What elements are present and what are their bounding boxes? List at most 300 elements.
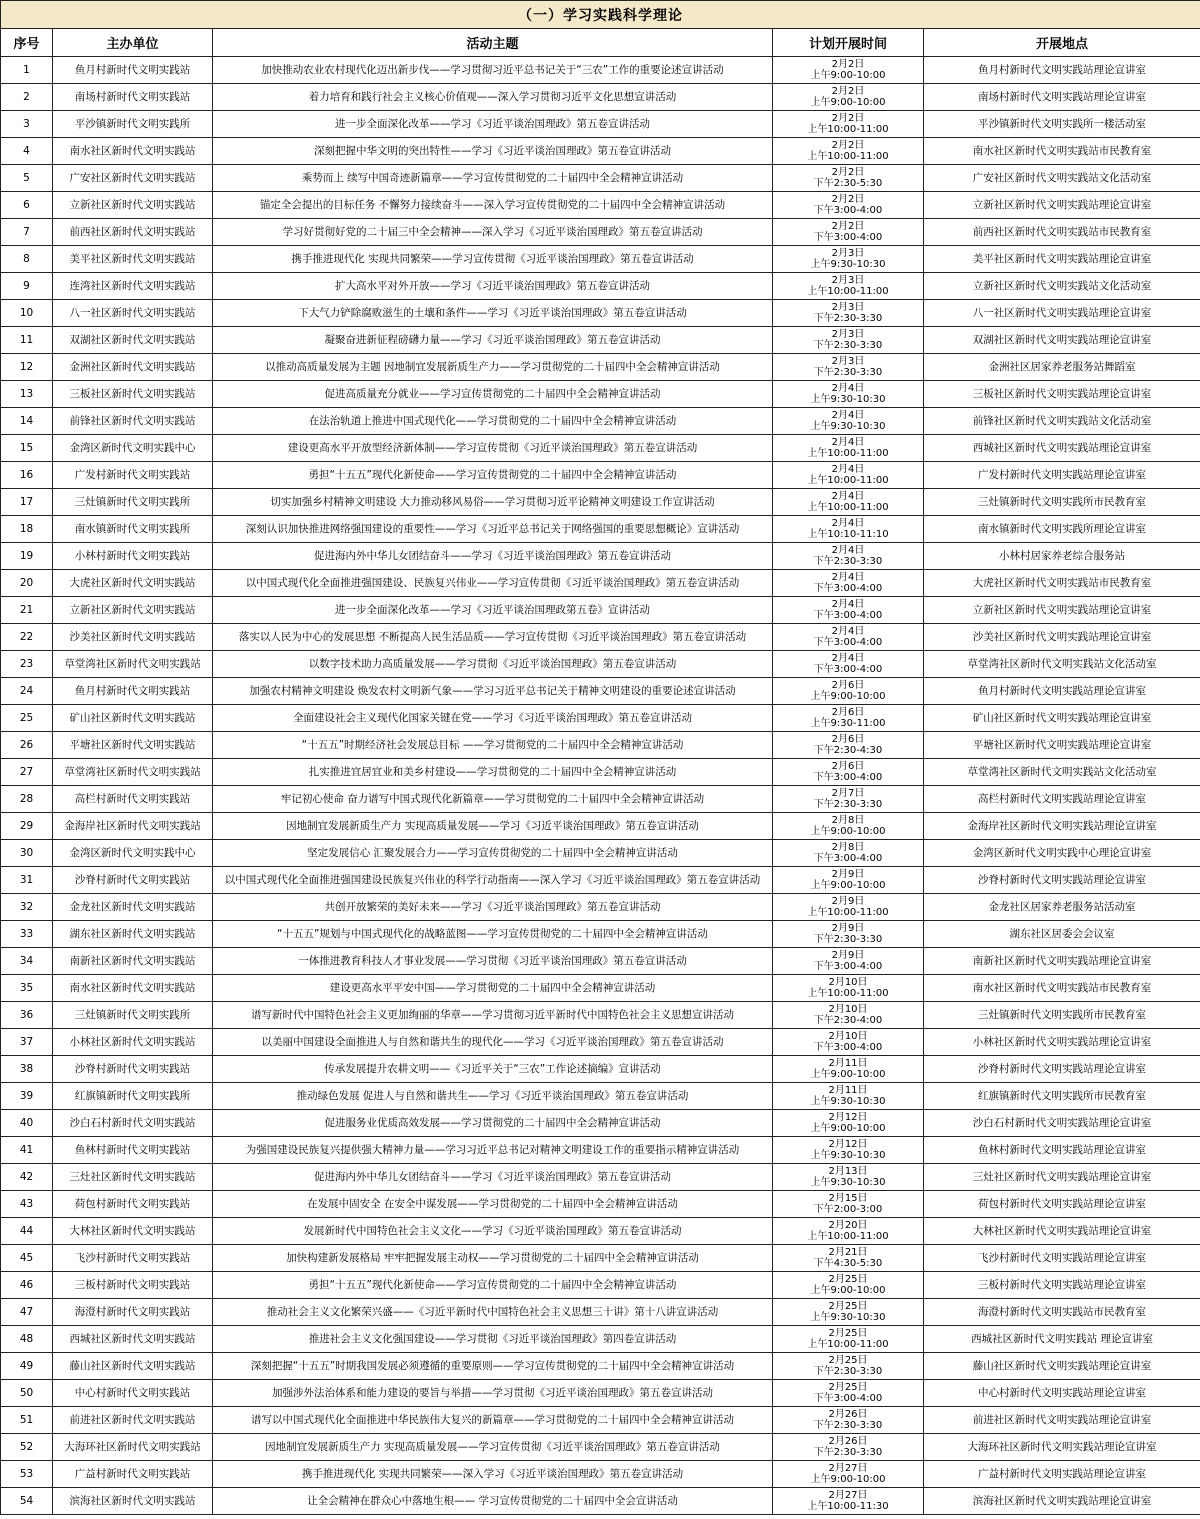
row-location: 滨海社区新时代文明实践站理论宣讲室 [924, 1488, 1200, 1515]
row-location: 金湾区新时代文明实践中心理论宣讲室 [924, 840, 1200, 867]
table-row [1, 1461, 1200, 1488]
row-organizer: 平沙镇新时代文明实践所 [53, 111, 213, 138]
row-organizer: 大林社区新时代文明实践站 [53, 1218, 213, 1245]
row-location: 矿山社区新时代文明实践站理论宣讲室 [924, 705, 1200, 732]
row-topic: 深刻认识加快推进网络强国建设的重要性——学习《习近平总书记关于网络强国的重要思想概论》宣讲活动 [213, 516, 773, 543]
row-organizer: 沙白石村新时代文明实践站 [53, 1110, 213, 1137]
row-date: 2月2日 [831, 194, 865, 205]
row-topic: 勇担“十五五”现代化新使命——学习宣传贯彻党的二十届四中全会精神宣讲活动 [213, 462, 773, 489]
row-location: 三灶社区新时代文明实践站理论宣讲室 [924, 1164, 1200, 1191]
row-topic: 加快推动农业农村现代化迈出新步伐——学习贯彻习近平总书记关于“三农”工作的重要论述宣讲活动 [213, 57, 773, 84]
row-location: 南场村新时代文明实践站理论宣讲室 [924, 84, 1200, 111]
row-organizer: 三板社区新时代文明实践站 [53, 381, 213, 408]
row-timeslot: 上午10:00-11:30 [807, 1501, 889, 1512]
row-date: 2月25日 [828, 1382, 868, 1393]
row-location: 三板村新时代文明实践站理论宣讲室 [924, 1272, 1200, 1299]
row-timeslot: 下午2:30-3:30 [813, 1420, 883, 1431]
row-time [773, 1434, 924, 1461]
header-row [1, 29, 1200, 57]
row-time [773, 813, 924, 840]
row-date: 2月2日 [831, 59, 865, 70]
table-row [1, 1299, 1200, 1326]
row-time [773, 651, 924, 678]
header-time: 计划开展时间 [773, 29, 924, 57]
row-date: 2月4日 [831, 653, 865, 664]
row-timeslot: 下午3:00-4:00 [813, 583, 883, 594]
row-index: 23 [1, 651, 53, 678]
row-timeslot: 上午9:30-10:30 [810, 1096, 886, 1107]
row-location: 高栏村新时代文明实践站理论宣讲室 [924, 786, 1200, 813]
row-date: 2月25日 [828, 1328, 868, 1339]
table-row [1, 246, 1200, 273]
row-timeslot: 上午10:00-11:00 [807, 1339, 889, 1350]
table-row [1, 759, 1200, 786]
row-index: 40 [1, 1110, 53, 1137]
row-topic: 推动社会主义文化繁荣兴盛——《习近平新时代中国特色社会主义思想三十讲》第十八讲宣讲活动 [213, 1299, 773, 1326]
row-time [773, 84, 924, 111]
row-organizer: 立新社区新时代文明实践站 [53, 192, 213, 219]
row-location: 平沙镇新时代文明实践所一楼活动室 [924, 111, 1200, 138]
row-location: 三板社区新时代文明实践站理论宣讲室 [924, 381, 1200, 408]
row-date: 2月7日 [831, 788, 865, 799]
row-time [773, 759, 924, 786]
table-row [1, 327, 1200, 354]
row-time [773, 1191, 924, 1218]
row-location: 鱼林村新时代文明实践站理论宣讲室 [924, 1137, 1200, 1164]
row-topic: 建设更高水平开放型经济新体制——学习宣传贯彻《习近平谈治国理政》第五卷宣讲活动 [213, 435, 773, 462]
row-index: 36 [1, 1002, 53, 1029]
row-timeslot: 上午9:00-10:00 [810, 691, 886, 702]
row-location: 南水社区新时代文明实践站市民教育室 [924, 975, 1200, 1002]
table-row [1, 705, 1200, 732]
row-index: 15 [1, 435, 53, 462]
row-timeslot: 上午10:00-11:00 [807, 286, 889, 297]
table-row [1, 867, 1200, 894]
row-organizer: 连湾社区新时代文明实践站 [53, 273, 213, 300]
row-date: 2月4日 [831, 545, 865, 556]
table-row [1, 1029, 1200, 1056]
row-organizer: 沙脊村新时代文明实践站 [53, 867, 213, 894]
row-index: 48 [1, 1326, 53, 1353]
row-organizer: 金洲社区新时代文明实践站 [53, 354, 213, 381]
table-row [1, 489, 1200, 516]
table-row [1, 165, 1200, 192]
row-organizer: 南新社区新时代文明实践站 [53, 948, 213, 975]
row-date: 2月6日 [831, 761, 865, 772]
table-row [1, 57, 1200, 84]
row-index: 7 [1, 219, 53, 246]
row-organizer: 南水社区新时代文明实践站 [53, 975, 213, 1002]
row-timeslot: 下午2:30-3:30 [813, 799, 883, 810]
row-topic: 推动绿色发展 促进人与自然和谐共生——学习《习近平谈治国理政》第五卷宣讲活动 [213, 1083, 773, 1110]
row-topic: 加快构建新发展格局 牢牢把握发展主动权——学习贯彻党的二十届四中全会精神宣讲活动 [213, 1245, 773, 1272]
row-time [773, 165, 924, 192]
row-date: 2月4日 [831, 491, 865, 502]
row-location: 海澄村新时代文明实践站市民教育室 [924, 1299, 1200, 1326]
row-date: 2月3日 [831, 275, 865, 286]
row-time [773, 435, 924, 462]
row-timeslot: 上午9:30-10:30 [810, 421, 886, 432]
row-organizer: 广发村新时代文明实践站 [53, 462, 213, 489]
row-location: 大海环社区新时代文明实践站理论宣讲室 [924, 1434, 1200, 1461]
row-index: 22 [1, 624, 53, 651]
table-row [1, 1110, 1200, 1137]
row-index: 18 [1, 516, 53, 543]
row-timeslot: 下午3:00-4:00 [813, 664, 883, 675]
row-location: 广发村新时代文明实践站理论宣讲室 [924, 462, 1200, 489]
row-timeslot: 上午10:00-11:00 [807, 502, 889, 513]
row-index: 24 [1, 678, 53, 705]
row-timeslot: 上午9:30-10:30 [810, 259, 886, 270]
row-location: 鱼月村新时代文明实践站理论宣讲室 [924, 678, 1200, 705]
row-time [773, 786, 924, 813]
row-location: 中心村新时代文明实践站理论宣讲室 [924, 1380, 1200, 1407]
row-index: 16 [1, 462, 53, 489]
row-location: 红旗镇新时代文明实践所市民教育室 [924, 1083, 1200, 1110]
row-index: 39 [1, 1083, 53, 1110]
header-index: 序号 [1, 29, 53, 57]
row-timeslot: 下午3:00-4:00 [813, 961, 883, 972]
row-topic: 以美丽中国建设全面推进人与自然和谐共生的现代化——学习《习近平谈治国理政》第五卷宣讲活动 [213, 1029, 773, 1056]
row-organizer: 高栏村新时代文明实践站 [53, 786, 213, 813]
row-date: 2月10日 [828, 1031, 868, 1042]
row-organizer: 南水镇新时代文明实践所 [53, 516, 213, 543]
row-location: 沙美社区新时代文明实践站理论宣讲室 [924, 624, 1200, 651]
row-topic: 促进高质量充分就业——学习宣传贯彻党的二十届四中全会精神宣讲活动 [213, 381, 773, 408]
table-row [1, 1164, 1200, 1191]
row-topic: 乘势而上 续写中国奇迹新篇章——学习宣传贯彻党的二十届四中全会精神宣讲活动 [213, 165, 773, 192]
row-index: 51 [1, 1407, 53, 1434]
row-index: 37 [1, 1029, 53, 1056]
row-location: 金海岸社区新时代文明实践站理论宣讲室 [924, 813, 1200, 840]
row-organizer: 南水社区新时代文明实践站 [53, 138, 213, 165]
row-time [773, 1272, 924, 1299]
row-topic: “十五五”规划与中国式现代化的战略蓝图——学习宣传贯彻党的二十届四中全会精神宣讲活动 [213, 921, 773, 948]
table-row [1, 300, 1200, 327]
table-row [1, 435, 1200, 462]
row-organizer: 藤山社区新时代文明实践站 [53, 1353, 213, 1380]
table-row [1, 597, 1200, 624]
row-timeslot: 上午9:00-10:00 [810, 880, 886, 891]
row-topic: 扩大高水平对外开放——学习《习近平谈治国理政》第五卷宣讲活动 [213, 273, 773, 300]
row-timeslot: 下午2:30-3:30 [813, 556, 883, 567]
row-topic: 扎实推进宜居宜业和美乡村建设——学习贯彻党的二十届四中全会精神宣讲活动 [213, 759, 773, 786]
row-organizer: 中心村新时代文明实践站 [53, 1380, 213, 1407]
row-timeslot: 下午2:30-3:30 [813, 934, 883, 945]
row-time [773, 597, 924, 624]
row-topic: 因地制宜发展新质生产力 实现高质量发展——学习《习近平谈治国理政》第五卷宣讲活动 [213, 813, 773, 840]
row-date: 2月12日 [828, 1112, 868, 1123]
row-time [773, 246, 924, 273]
row-location: 立新社区新时代文明实践站理论宣讲室 [924, 597, 1200, 624]
row-timeslot: 上午10:00-11:00 [807, 475, 889, 486]
row-location: 金洲社区居家养老服务站舞蹈室 [924, 354, 1200, 381]
row-date: 2月9日 [831, 896, 865, 907]
row-date: 2月2日 [831, 113, 865, 124]
row-topic: 进一步全面深化改革——学习《习近平谈治国理政》第五卷宣讲活动 [213, 111, 773, 138]
row-date: 2月9日 [831, 869, 865, 880]
row-time [773, 138, 924, 165]
row-time [773, 867, 924, 894]
table-row [1, 813, 1200, 840]
row-time [773, 678, 924, 705]
row-location: 广安社区新时代文明实践站文化活动室 [924, 165, 1200, 192]
row-organizer: 荷包村新时代文明实践站 [53, 1191, 213, 1218]
row-organizer: 八一社区新时代文明实践站 [53, 300, 213, 327]
row-index: 25 [1, 705, 53, 732]
row-timeslot: 下午2:30-5:30 [813, 178, 883, 189]
row-topic: 携手推进现代化 实现共同繁荣——学习宣传贯彻《习近平谈治国理政》第五卷宣讲活动 [213, 246, 773, 273]
row-time [773, 570, 924, 597]
row-timeslot: 下午3:00-4:00 [813, 637, 883, 648]
row-timeslot: 上午10:00-11:00 [807, 124, 889, 135]
row-topic: 携手推进现代化 实现共同繁荣——深入学习《习近平谈治国理政》第五卷宣讲活动 [213, 1461, 773, 1488]
row-index: 4 [1, 138, 53, 165]
row-date: 2月15日 [828, 1193, 868, 1204]
row-location: 西城社区新时代文明实践站理论宣讲室 [924, 435, 1200, 462]
row-timeslot: 下午4:30-5:30 [813, 1258, 883, 1269]
row-location: 西城社区新时代文明实践站 理论宣讲室 [924, 1326, 1200, 1353]
row-location: 沙脊村新时代文明实践站理论宣讲室 [924, 1056, 1200, 1083]
row-date: 2月27日 [828, 1490, 868, 1501]
row-topic: 促进海内外中华儿女团结奋斗——学习《习近平谈治国理政》第五卷宣讲活动 [213, 1164, 773, 1191]
row-timeslot: 下午2:00-3:00 [813, 1204, 883, 1215]
row-organizer: 小林村新时代文明实践站 [53, 543, 213, 570]
row-index: 46 [1, 1272, 53, 1299]
row-index: 21 [1, 597, 53, 624]
row-time [773, 462, 924, 489]
row-timeslot: 上午9:00-10:00 [810, 1069, 886, 1080]
row-location: 大虎社区新时代文明实践站市民教育室 [924, 570, 1200, 597]
row-topic: 全面建设社会主义现代化国家关键在党——学习《习近平谈治国理政》第五卷宣讲活动 [213, 705, 773, 732]
table-row [1, 1191, 1200, 1218]
row-timeslot: 下午3:00-4:00 [813, 205, 883, 216]
row-location: 南新社区新时代文明实践站理论宣讲室 [924, 948, 1200, 975]
row-timeslot: 上午10:00-11:00 [807, 151, 889, 162]
table-row [1, 786, 1200, 813]
row-topic: 传承发展提升农耕文明——《习近平关于“三农”工作论述摘编》宣讲活动 [213, 1056, 773, 1083]
row-topic: 下大气力铲除腐败滋生的土壤和条件——学习《习近平谈治国理政》第五卷宣讲活动 [213, 300, 773, 327]
row-index: 33 [1, 921, 53, 948]
row-index: 6 [1, 192, 53, 219]
row-time [773, 1326, 924, 1353]
row-date: 2月3日 [831, 248, 865, 259]
row-index: 29 [1, 813, 53, 840]
row-timeslot: 上午10:00-11:00 [807, 1231, 889, 1242]
table-row [1, 138, 1200, 165]
row-time [773, 516, 924, 543]
row-location: 南水社区新时代文明实践站市民教育室 [924, 138, 1200, 165]
row-timeslot: 上午9:30-11:00 [810, 718, 886, 729]
row-location: 广益村新时代文明实践站理论宣讲室 [924, 1461, 1200, 1488]
row-index: 12 [1, 354, 53, 381]
row-topic: 深刻把握中华文明的突出特性——学习《习近平谈治国理政》第五卷宣讲活动 [213, 138, 773, 165]
row-topic: 落实以人民为中心的发展思想 不断提高人民生活品质——学习宣传贯彻《习近平谈治国理政》第五卷宣讲活动 [213, 624, 773, 651]
row-time [773, 732, 924, 759]
row-index: 26 [1, 732, 53, 759]
table-row [1, 948, 1200, 975]
row-time [773, 948, 924, 975]
table-row [1, 543, 1200, 570]
row-topic: “十五五”时期经济社会发展总目标 ——学习贯彻党的二十届四中全会精神宣讲活动 [213, 732, 773, 759]
row-timeslot: 下午2:30-3:30 [813, 367, 883, 378]
row-time [773, 408, 924, 435]
row-date: 2月6日 [831, 707, 865, 718]
row-location: 金龙社区居家养老服务站活动室 [924, 894, 1200, 921]
row-date: 2月11日 [828, 1058, 868, 1069]
row-time [773, 1380, 924, 1407]
row-timeslot: 上午9:00-10:00 [810, 1285, 886, 1296]
row-topic: 以中国式现代化全面推进强国建设民族复兴伟业的科学行动指南——深入学习《习近平谈治国理政》第五卷宣讲活动 [213, 867, 773, 894]
row-index: 13 [1, 381, 53, 408]
row-date: 2月9日 [831, 950, 865, 961]
row-date: 2月8日 [831, 842, 865, 853]
row-date: 2月21日 [828, 1247, 868, 1258]
row-index: 10 [1, 300, 53, 327]
row-location: 鱼月村新时代文明实践站理论宣讲室 [924, 57, 1200, 84]
row-index: 11 [1, 327, 53, 354]
row-date: 2月4日 [831, 383, 865, 394]
row-timeslot: 上午9:00-10:00 [810, 1123, 886, 1134]
row-location: 立新社区新时代文明实践站理论宣讲室 [924, 192, 1200, 219]
row-location: 三灶镇新时代文明实践所市民教育室 [924, 489, 1200, 516]
row-location: 立新社区新时代文明实践站文化活动室 [924, 273, 1200, 300]
row-date: 2月4日 [831, 599, 865, 610]
row-timeslot: 下午2:30-4:00 [813, 1015, 883, 1026]
row-timeslot: 下午3:00-4:00 [813, 610, 883, 621]
row-organizer: 沙美社区新时代文明实践站 [53, 624, 213, 651]
row-topic: 推进社会主义文化强国建设——学习贯彻《习近平谈治国理政》第四卷宣讲活动 [213, 1326, 773, 1353]
row-time [773, 705, 924, 732]
row-location: 前锋社区新时代文明实践站文化活动室 [924, 408, 1200, 435]
row-organizer: 前西社区新时代文明实践站 [53, 219, 213, 246]
row-date: 2月3日 [831, 356, 865, 367]
row-topic: 建设更高水平平安中国——学习贯彻党的二十届四中全会精神宣讲活动 [213, 975, 773, 1002]
row-organizer: 广益村新时代文明实践站 [53, 1461, 213, 1488]
row-time [773, 1353, 924, 1380]
row-topic: 为强国建设民族复兴提供强大精神力量——学习习近平总书记对精神文明建设工作的重要指示精神宣讲活动 [213, 1137, 773, 1164]
row-topic: 进一步全面深化改革——学习《习近平谈治国理政第五卷》宣讲活动 [213, 597, 773, 624]
row-organizer: 大虎社区新时代文明实践站 [53, 570, 213, 597]
row-index: 38 [1, 1056, 53, 1083]
row-topic: 深刻把握“十五五”时期我国发展必须遵循的重要原则——学习宣传贯彻党的二十届四中全会精神宣讲活动 [213, 1353, 773, 1380]
row-topic: 着力培育和践行社会主义核心价值观——深入学习贯彻习近平文化思想宣讲活动 [213, 84, 773, 111]
row-date: 2月2日 [831, 86, 865, 97]
row-date: 2月4日 [831, 518, 865, 529]
row-location: 八一社区新时代文明实践站理论宣讲室 [924, 300, 1200, 327]
row-time [773, 489, 924, 516]
row-index: 47 [1, 1299, 53, 1326]
row-topic: 学习好贯彻好党的二十届三中全会精神——深入学习《习近平谈治国理政》第五卷宣讲活动 [213, 219, 773, 246]
row-organizer: 沙脊村新时代文明实践站 [53, 1056, 213, 1083]
row-organizer: 飞沙村新时代文明实践站 [53, 1245, 213, 1272]
row-timeslot: 上午9:30-10:30 [810, 394, 886, 405]
row-location: 前西社区新时代文明实践站市民教育室 [924, 219, 1200, 246]
row-topic: 共创开放繁荣的美好未来——学习《习近平谈治国理政》第五卷宣讲活动 [213, 894, 773, 921]
row-location: 平塘社区新时代文明实践站理论宣讲室 [924, 732, 1200, 759]
row-time [773, 327, 924, 354]
table-row [1, 1245, 1200, 1272]
row-topic: 牢记初心使命 奋力谱写中国式现代化新篇章——学习贯彻党的二十届四中全会精神宣讲活动 [213, 786, 773, 813]
header-location: 开展地点 [924, 29, 1200, 57]
row-date: 2月11日 [828, 1085, 868, 1096]
row-topic: 以推动高质量发展为主题 因地制宜发展新质生产力——学习贯彻党的二十届四中全会精神宣讲活动 [213, 354, 773, 381]
row-organizer: 双湖社区新时代文明实践站 [53, 327, 213, 354]
row-topic: 以中国式现代化全面推进强国建设、民族复兴伟业——学习宣传贯彻《习近平谈治国理政》第五卷宣讲活动 [213, 570, 773, 597]
table-row [1, 1056, 1200, 1083]
table-row [1, 381, 1200, 408]
row-time [773, 354, 924, 381]
row-index: 31 [1, 867, 53, 894]
row-time [773, 57, 924, 84]
table-row [1, 651, 1200, 678]
table-row [1, 192, 1200, 219]
table-row [1, 1083, 1200, 1110]
row-date: 2月12日 [828, 1139, 868, 1150]
row-organizer: 广安社区新时代文明实践站 [53, 165, 213, 192]
row-time [773, 300, 924, 327]
row-time [773, 1029, 924, 1056]
table-body [1, 57, 1200, 1515]
row-time [773, 1461, 924, 1488]
row-organizer: 三灶社区新时代文明实践站 [53, 1164, 213, 1191]
row-date: 2月26日 [828, 1436, 868, 1447]
row-time [773, 1110, 924, 1137]
row-location: 小林社区新时代文明实践站理论宣讲室 [924, 1029, 1200, 1056]
row-time [773, 1299, 924, 1326]
row-organizer: 平塘社区新时代文明实践站 [53, 732, 213, 759]
row-date: 2月2日 [831, 221, 865, 232]
row-timeslot: 下午2:30-3:30 [813, 1447, 883, 1458]
row-topic: 促进服务业优质高效发展——学习贯彻党的二十届四中全会精神宣讲活动 [213, 1110, 773, 1137]
row-index: 9 [1, 273, 53, 300]
row-topic: 在法治轨道上推进中国式现代化——学习贯彻党的二十届四中全会精神宣讲活动 [213, 408, 773, 435]
table-row [1, 1407, 1200, 1434]
row-organizer: 湖东社区新时代文明实践站 [53, 921, 213, 948]
row-organizer: 前锋社区新时代文明实践站 [53, 408, 213, 435]
table-row [1, 732, 1200, 759]
table-title: （一）学习实践科学理论 [1, 1, 1200, 29]
table-row [1, 624, 1200, 651]
row-topic: 以数字技术助力高质量发展——学习贯彻《习近平谈治国理政》第五卷宣讲活动 [213, 651, 773, 678]
table-row [1, 570, 1200, 597]
row-topic: 切实加强乡村精神文明建设 大力推动移风易俗——学习贯彻习近平论精神文明建设工作宣讲活动 [213, 489, 773, 516]
row-date: 2月8日 [831, 815, 865, 826]
table-row [1, 408, 1200, 435]
row-timeslot: 上午9:00-10:00 [810, 826, 886, 837]
row-topic: 勇担“十五五”现代化新使命——学习宣传贯彻党的二十届四中全会精神宣讲活动 [213, 1272, 773, 1299]
row-index: 27 [1, 759, 53, 786]
table-row [1, 678, 1200, 705]
row-index: 20 [1, 570, 53, 597]
row-date: 2月4日 [831, 410, 865, 421]
row-organizer: 三灶镇新时代文明实践所 [53, 489, 213, 516]
row-time [773, 624, 924, 651]
row-organizer: 鱼月村新时代文明实践站 [53, 678, 213, 705]
row-location: 大林社区新时代文明实践站理论宣讲室 [924, 1218, 1200, 1245]
row-index: 14 [1, 408, 53, 435]
table-row [1, 516, 1200, 543]
row-organizer: 立新社区新时代文明实践站 [53, 597, 213, 624]
row-index: 43 [1, 1191, 53, 1218]
row-timeslot: 上午9:00-10:00 [810, 97, 886, 108]
row-time [773, 1407, 924, 1434]
row-date: 2月2日 [831, 140, 865, 151]
row-location: 前进社区新时代文明实践站理论宣讲室 [924, 1407, 1200, 1434]
header-topic: 活动主题 [213, 29, 773, 57]
table-row [1, 1272, 1200, 1299]
row-date: 2月4日 [831, 572, 865, 583]
